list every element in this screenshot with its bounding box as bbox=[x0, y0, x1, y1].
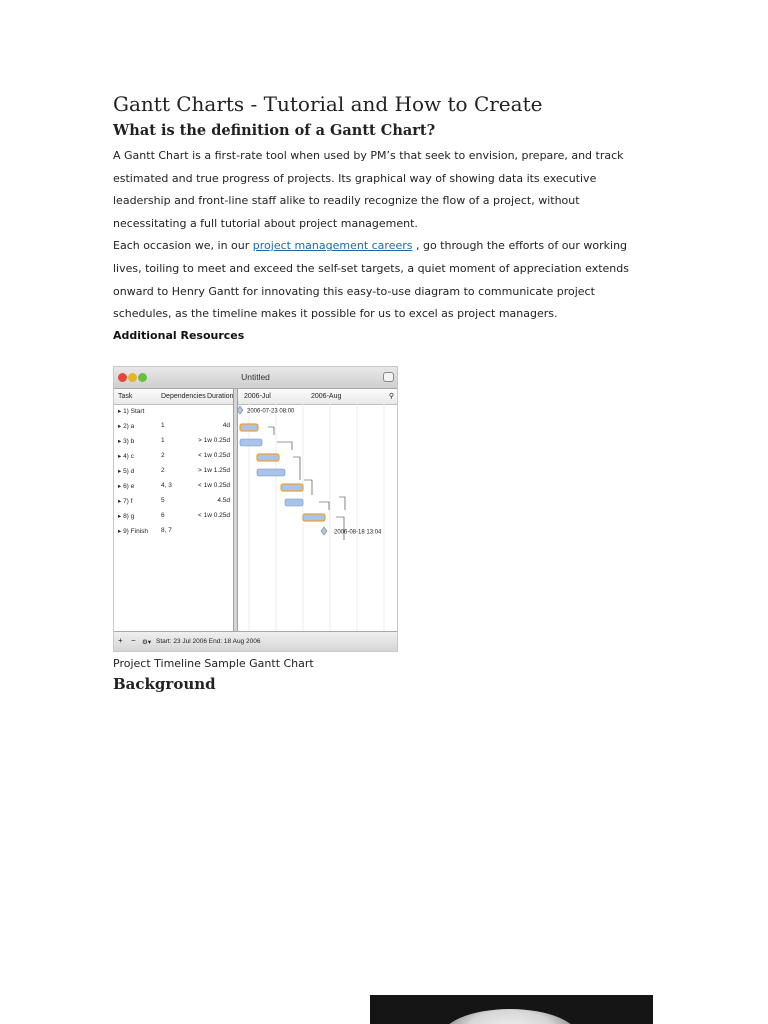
column-duration: Duration bbox=[207, 393, 234, 400]
task-duration: 4d bbox=[222, 422, 230, 429]
section-heading-definition: What is the definition of a Gantt Chart? bbox=[113, 122, 436, 139]
window-title: Untitled bbox=[241, 372, 270, 382]
portrait-head bbox=[440, 1009, 580, 1024]
project-management-careers-link[interactable]: project management careers bbox=[252, 239, 413, 253]
task-duration: < 1w 0.25d bbox=[198, 512, 230, 519]
task-name: ▸ 6) e bbox=[118, 483, 135, 490]
task-row bbox=[114, 464, 233, 479]
task-name: ▸ 1) Start bbox=[118, 408, 145, 415]
task-dependencies: 1 bbox=[161, 422, 165, 429]
task-dependencies: 8, 7 bbox=[161, 527, 172, 534]
task-bar-a bbox=[240, 424, 258, 431]
gear-menu-button[interactable]: ⚙▾ bbox=[142, 639, 152, 646]
milestone-start-label: 2006-07-23 08:00 bbox=[247, 408, 295, 415]
column-dependencies: Dependencies bbox=[161, 393, 206, 400]
gantt-screenshot bbox=[113, 366, 398, 652]
task-name: ▸ 5) d bbox=[118, 468, 135, 475]
task-bar-g bbox=[303, 514, 325, 521]
figure-caption: Project Timeline Sample Gantt Chart bbox=[113, 657, 314, 670]
task-row bbox=[114, 479, 233, 494]
task-row bbox=[114, 434, 233, 449]
timeline-month-1: 2006-Jul bbox=[244, 393, 271, 400]
article-body bbox=[113, 145, 648, 326]
paragraph-careers bbox=[113, 235, 648, 325]
task-bar-c bbox=[257, 454, 279, 461]
gantt-timeline bbox=[237, 404, 397, 631]
task-bar-f bbox=[285, 499, 303, 506]
task-dependencies: 2 bbox=[161, 467, 165, 474]
task-row bbox=[114, 494, 233, 509]
task-name: ▸ 4) c bbox=[118, 453, 134, 460]
task-duration: > 1w 0.25d bbox=[198, 437, 230, 444]
portrait-photo bbox=[370, 995, 653, 1024]
task-dependencies: 2 bbox=[161, 452, 165, 459]
milestone-finish-label: 2006-08-18 13:04 bbox=[334, 529, 382, 536]
task-bar-d bbox=[257, 469, 285, 476]
task-row bbox=[114, 449, 233, 464]
task-bar-b bbox=[240, 439, 262, 446]
task-row bbox=[114, 404, 233, 419]
gantt-footer bbox=[114, 631, 397, 651]
task-name: ▸ 3) b bbox=[118, 438, 135, 445]
task-dependencies: 1 bbox=[161, 437, 165, 444]
task-row bbox=[114, 524, 233, 539]
page-title: Gantt Charts - Tutorial and How to Create bbox=[113, 92, 543, 116]
task-name: ▸ 2) a bbox=[118, 423, 135, 430]
section-heading-background: Background bbox=[113, 675, 216, 693]
task-name: ▸ 9) Finish bbox=[118, 528, 148, 535]
task-duration: < 1w 0.25d bbox=[198, 482, 230, 489]
paragraph-careers-start: Each occasion we, in our bbox=[113, 239, 253, 253]
column-task: Task bbox=[118, 393, 133, 400]
task-dependencies: 6 bbox=[161, 512, 165, 519]
task-name: ▸ 7) f bbox=[118, 498, 133, 505]
gantt-column-header bbox=[114, 389, 397, 405]
task-duration: > 1w 1.25d bbox=[198, 467, 230, 474]
date-range-label: Start: 23 Jul 2006 End: 18 Aug 2006 bbox=[156, 638, 261, 645]
additional-resources-heading: Additional Resources bbox=[113, 329, 245, 342]
task-row bbox=[114, 419, 233, 434]
paragraph-definition: A Gantt Chart is a first-rate tool when used by PM’s that seek to envision, prepare, and track estimated and true progress of projects. Its graphical way of showing data its executive leadership and front-line staff alike to readily recognize the flow of a project, without necessitating a full tutorial about project management. bbox=[113, 149, 624, 230]
task-dependencies: 4, 3 bbox=[161, 482, 172, 489]
milestone-finish bbox=[321, 527, 327, 535]
task-bar-e bbox=[281, 484, 303, 491]
add-task-button[interactable]: + bbox=[118, 636, 123, 645]
toolbar-toggle-icon bbox=[383, 372, 394, 382]
task-duration: 4.5d bbox=[217, 497, 230, 504]
task-row bbox=[114, 509, 233, 524]
task-dependencies: 5 bbox=[161, 497, 165, 504]
timeline-month-2: 2006-Aug bbox=[311, 393, 342, 400]
remove-task-button[interactable]: − bbox=[131, 636, 136, 645]
window-titlebar bbox=[114, 367, 397, 389]
task-duration: < 1w 0.25d bbox=[198, 452, 230, 459]
search-icon: ⚲ bbox=[388, 393, 394, 400]
milestone-start bbox=[237, 406, 243, 414]
task-name: ▸ 8) g bbox=[118, 513, 135, 520]
paragraph-careers-end: , go through the efforts of our working lives, toiling to meet and exceed the self-set targets, a quiet moment of appreciation extends onward to Henry Gantt for innovating this easy-to-use diagram to communicate project schedules, as the timeline makes it possible for us to excel as project managers. bbox=[113, 239, 629, 321]
